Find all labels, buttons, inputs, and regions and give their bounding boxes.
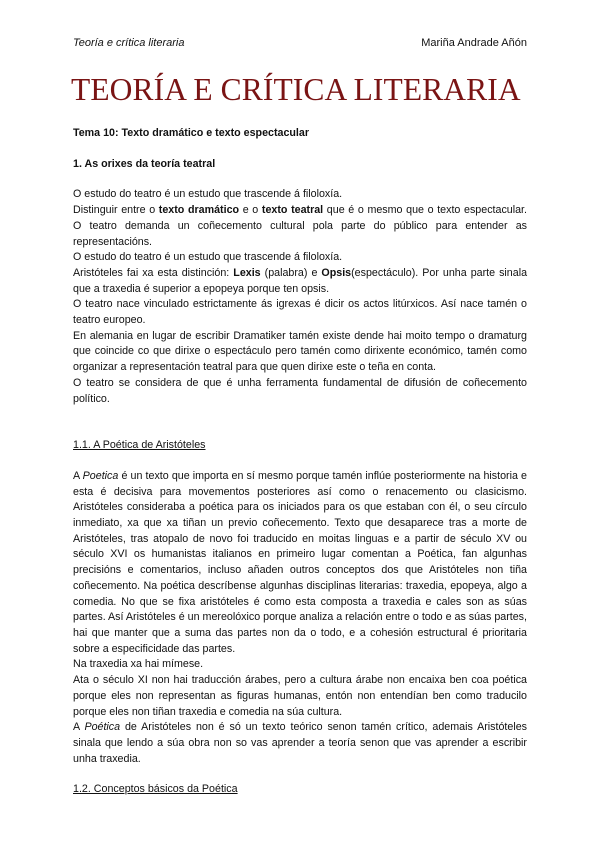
running-header xyxy=(73,37,527,49)
paragraph: O estudo do teatro é un estudo que trascende á filoloxía. xyxy=(73,251,343,264)
paragraph: Ata o século XI non hai traducción árabes, pero a cultura árabe non encaixa ben coa poética porque eles non representan as figuras humanas, entón non entendían ben como traducilo porque eles non tiñan traxedia e comedia na súa cultura. xyxy=(73,674,527,718)
paragraph: Distinguir entre o texto dramático e o texto teatral que é o mesmo que o texto espectacular. O teatro demanda un coñecemento cultural pola parte do público para entender as representacións. xyxy=(73,204,527,248)
spacer xyxy=(73,454,527,469)
paragraph: A Poetica é un texto que importa en sí mesmo porque tamén inflúe posteriormente na historia e esta é decisiva para movementos posteriores así como o renacemento ou clasicismo. Aristóteles consideraba a poética para os iniciados para os que estaban con él, o seu círculo inmediato, xa que xa tiñan un previo coñecemento. Texto que desaparece tras a morte de Aristóteles, tras atopalo de novo foi traducido en moitas linguas e a partir de século XV ou século XVI os humanistas italianos en primeiro lugar comentan a Poética, fan algunhas precisións e comentarios, incluso añaden outros conceptos dos que Aristóteles non tiña coñecemento. Na poética descríbense algunhas disciplinas literarias: traxedia, epopeya, algo a comedia. No que se fixa aristóteles é como esta composta a traxedia e cales son as súas partes. Así Aristóteles é un mereolóxico porque analiza a relación entre o todo e as súas partes, hai que manter que a suma das partes non da o todo, e a cohesión estructural é prioritaria sobre a especificidade das partes. xyxy=(73,469,527,655)
section-1-heading: 1. As orixes da teoría teatral xyxy=(73,157,216,170)
header-author: Mariña Andrade Añón xyxy=(421,37,527,49)
document-title: TEORÍA E CRÍTICA LITERARIA xyxy=(71,72,521,107)
section-1-2-heading: 1.2. Conceptos básicos da Poética xyxy=(73,783,238,796)
section-1-1-heading: 1.1. A Poética de Aristóteles xyxy=(73,439,206,452)
paragraph: Na traxedia xa hai mímese. xyxy=(73,658,204,671)
spacer xyxy=(73,407,527,438)
topic-heading: Tema 10: Texto dramático e texto espectacular xyxy=(73,127,310,139)
paragraph: O teatro nace vinculado estrictamente ás igrexas é dicir os actos litúrxicos. Así nace tamén o teatro europeo. xyxy=(73,298,527,327)
paragraph: O estudo do teatro é un estudo que trascende á filoloxía. xyxy=(73,188,343,201)
paragraph: O teatro se considera de que é unha ferramenta fundamental de difusión de coñecemento político. xyxy=(73,376,527,405)
paragraph: Aristóteles fai xa esta distinción: Lexis (palabra) e Opsis(espectáculo). Por unha parte sinala que a traxedia é superior a epopeya porque ten opsis. xyxy=(73,266,528,295)
paragraph: En alemania en lugar de escribir Dramatiker tamén existe dende hai moito tempo o dramaturg que coincide co que dirixe o espectáculo pero tamén como dirixente económico, tamén como organizar a representación teatral para que quen dirixe este o teña en conta. xyxy=(73,329,527,374)
header-course-title: Teoría e crítica literaria xyxy=(73,37,185,49)
document-body xyxy=(73,126,527,798)
paragraph: A Poética de Aristóteles non é só un texto teórico senon tamén crítico, ademais Aristóteles sinala que lendo a súa obra non so vas aprender a teoría senon que vas aprender a escribir unha traxedia. xyxy=(73,721,527,765)
spacer xyxy=(73,767,527,782)
